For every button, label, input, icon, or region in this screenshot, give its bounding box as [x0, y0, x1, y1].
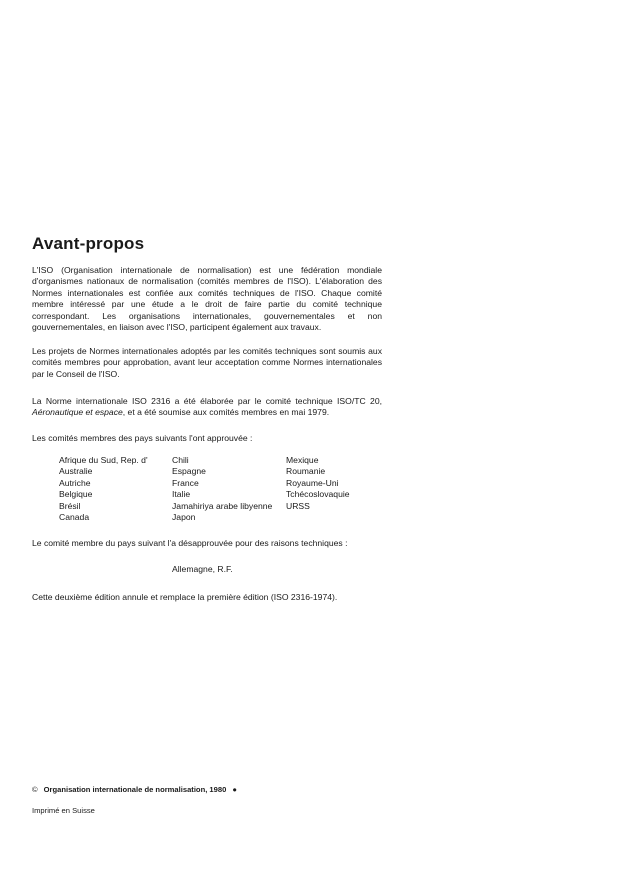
country-item: Italie [172, 489, 191, 500]
country-item: Autriche [59, 477, 91, 488]
country-item: Royaume-Uni [286, 477, 339, 488]
country-item: Chili [172, 455, 189, 465]
country-item: Japon [172, 512, 196, 523]
country-item: Jamahiriya arabe libyenne [172, 500, 273, 511]
country-item: Canada [59, 512, 90, 523]
page-title: Avant-propos [32, 234, 145, 253]
country-item: Australie [59, 466, 93, 477]
disapproved-intro: Le comité membre du pays suivant l'a désapprouvée pour des raisons techniques : [32, 538, 348, 548]
countries-column-1 [59, 455, 172, 523]
disapproving-country: Allemagne, R.F. [172, 564, 233, 574]
country-item: Espagne [172, 466, 206, 477]
country-item: Brésil [59, 500, 81, 511]
committee-name: Aéronautique et espace [32, 407, 123, 418]
country-item: France [172, 477, 199, 488]
country-item: URSS [286, 500, 310, 511]
norm-paragraph [32, 396, 382, 419]
country-item: Mexique [286, 455, 319, 465]
approving-countries-list [59, 455, 389, 523]
bullet-icon: ● [232, 785, 237, 794]
norm-text-before: La Norme internationale ISO 2316 a été élaborée par le comité technique ISO/TC 20, [32, 396, 382, 406]
country-item: Tchécoslovaquie [286, 489, 350, 500]
countries-column-3 [286, 455, 389, 523]
country-item: Afrique du Sud, Rep. d' [59, 455, 148, 465]
projects-paragraph: Les projets de Normes internationales adoptés par les comités techniques sont soumis aux comités membres pour approbation, avant leur acceptation comme Normes internationales par le Conseil de l'ISO. [32, 346, 382, 379]
countries-column-2 [172, 455, 286, 523]
approved-intro: Les comités membres des pays suivants l'ont approuvée : [32, 433, 253, 443]
copyright-line [32, 785, 237, 794]
norm-text-after: , et a été soumise aux comités membres en mai 1979. [122, 407, 330, 418]
copyright-icon: © [32, 785, 38, 794]
intro-paragraph: L'ISO (Organisation internationale de normalisation) est une fédération mondiale d'organismes nationaux de normalisation (comités membres de l'ISO). L'élaboration des Normes internationales est confiée aux comités techniques de l'ISO. Chaque comité membre intéressé par une étude a le droit de faire partie du comité technique correspondant. Les organisations internationales, gouvernementales et non gouvernementales, en liaison avec l'ISO, participent également aux travaux. [32, 265, 382, 333]
country-item: Roumanie [286, 466, 326, 477]
printed-in: Imprimé en Suisse [32, 806, 95, 815]
edition-note: Cette deuxième édition annule et remplace la première édition (ISO 2316-1974). [32, 592, 338, 602]
country-item: Belgique [59, 489, 93, 500]
copyright-text: Organisation internationale de normalisation, 1980 [43, 785, 227, 794]
